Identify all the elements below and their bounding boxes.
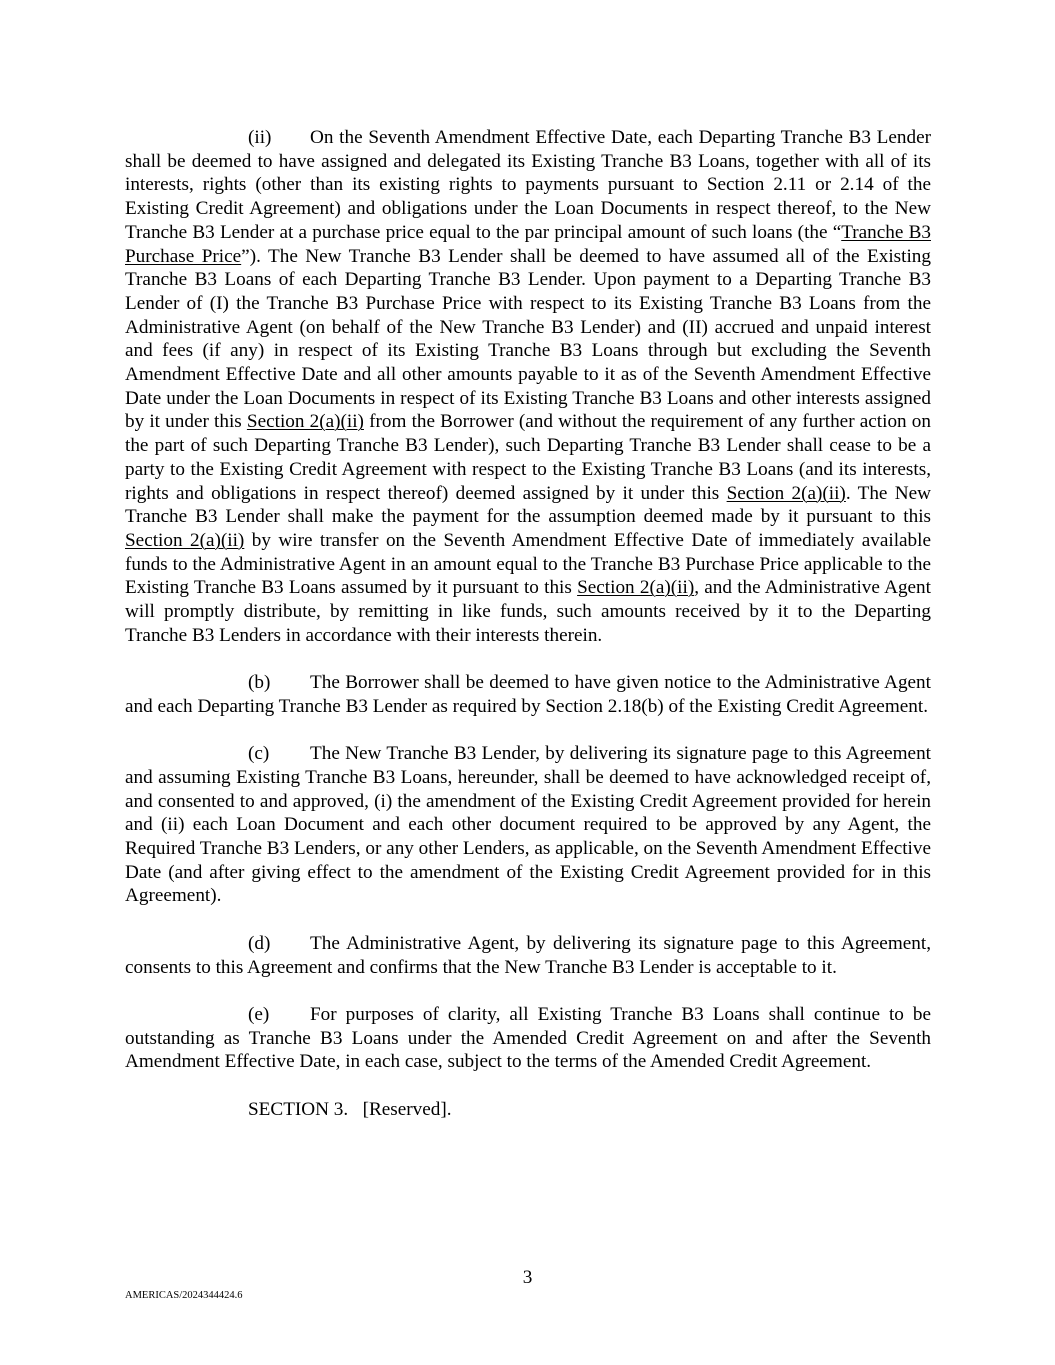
document-id: AMERICAS/2024344424.6 (125, 1290, 243, 1301)
paragraph-d (125, 932, 931, 979)
paragraph-text: The New Tranche B3 Lender, by delivering its signature page to this Agreement and assuming Existing Tranche B3 Loans, hereunder, shall be deemed to have acknowledged receipt of, and consented to and approved, (i) the amendment of the Existing Credit Agreement provided for herein and (ii) each Loan Document and each other document required to be approved by any Agent, the Required Tranche B3 Lenders, or any other Lenders, as applicable, on the Seventh Amendment Effective Date (and after giving effect to the amendment of the Existing Credit Agreement provided for in this Agreement). (125, 743, 931, 907)
section-reference: Section 2(a)(ii) (125, 529, 245, 551)
paragraph-text: ”). The New Tranche B3 Lender shall be deemed to have assumed all of the Existing Tranche B3 Loans of each Departing Tranche B3 Lender. Upon payment to a Departing Tranche B3 Lender of (I) the Tranche B3 Purchase Price with respect to its Existing Tranche B3 Loans from the Administrative Agent (on behalf of the New Tranche B3 Lender) and (II) accrued and unpaid interest and fees (if any) in respect of its Existing Tranche B3 Loans through but excluding the Seventh Amendment Effective Date and all other amounts payable to it as of the Seventh Amendment Effective Date under the Loan Documents in respect of its Existing Tranche B3 Loans and other interests assigned by it under this (125, 245, 931, 433)
paragraph-text: For purposes of clarity, all Existing Tranche B3 Loans shall continue to be outstanding as Tranche B3 Loans under the Amended Credit Agreement on and after the Seventh Amendment Effective Date, in each case, subject to the terms of the Amended Credit Agreement. (125, 1003, 931, 1073)
defined-term-tranche-b3-purchase-price: Tranche B3 Purchase Price (125, 221, 931, 267)
paragraph-text: The Borrower shall be deemed to have given notice to the Administrative Agent and each Departing Tranche B3 Lender as required by Section 2.18(b) of the Existing Credit Agreement. (125, 672, 931, 717)
section-3-heading (125, 1098, 931, 1122)
paragraph-c (125, 742, 931, 908)
paragraph-label: (d) (248, 932, 271, 954)
paragraph-ii (125, 126, 931, 647)
paragraph-text: from the Borrower (and without the requirement of any further action on the part of such Departing Tranche B3 Lender), such Departing Tranche B3 Lender shall cease to be a party to the Existing Credit Agreement with respect to the Existing Tranche B3 Loans (and its interests, rights and obligations in respect thereof) deemed assigned by it under this (125, 411, 931, 504)
paragraph-label: (e) (248, 1003, 270, 1025)
section-number: SECTION 3. (248, 1098, 349, 1120)
section-reference: Section 2(a)(ii) (577, 577, 695, 599)
paragraph-text: by wire transfer on the Seventh Amendment Effective Date of immediately available funds to the Administrative Agent in an amount equal to the Tranche B3 Purchase Price applicable to the Existing Tranche B3 Loans assumed by it pursuant to this (125, 529, 931, 599)
document-body (125, 126, 931, 1121)
section-reference: Section 2(a)(ii) (246, 411, 364, 433)
paragraph-text: , and the Administrative Agent will promptly distribute, by remitting in like funds, such amounts received by it to the Departing Tranche B3 Lenders in accordance with their interests therein. (125, 577, 931, 646)
paragraph-label: (ii) (248, 127, 272, 148)
paragraph-label: (c) (248, 743, 270, 765)
section-title: [Reserved]. (362, 1098, 452, 1120)
paragraph-label: (b) (248, 672, 271, 694)
section-reference: Section 2(a)(ii) (726, 482, 846, 504)
page-number: 3 (522, 1267, 533, 1288)
paragraph-text: On the Seventh Amendment Effective Date, each Departing Tranche B3 Lender shall be deemed to have assigned and delegated its Existing Tranche B3 Loans, together with all of its interests, rights (other than its existing rights to payments pursuant to Section 2.11 or 2.14 of the Existing Credit Agreement) and obligations under the Loan Documents in respect thereof, to the New Tranche B3 Lender at a purchase price equal to the par principal amount of such loans (the “ (125, 127, 931, 243)
paragraph-text: . The New Tranche B3 Lender shall make the payment for the assumption deemed made by it pursuant to this (125, 482, 931, 528)
paragraph-b (125, 671, 931, 718)
paragraph-text: The Administrative Agent, by delivering its signature page to this Agreement, consents to this Agreement and confirms that the New Tranche B3 Lender is acceptable to it. (125, 932, 931, 978)
paragraph-e (125, 1003, 931, 1074)
